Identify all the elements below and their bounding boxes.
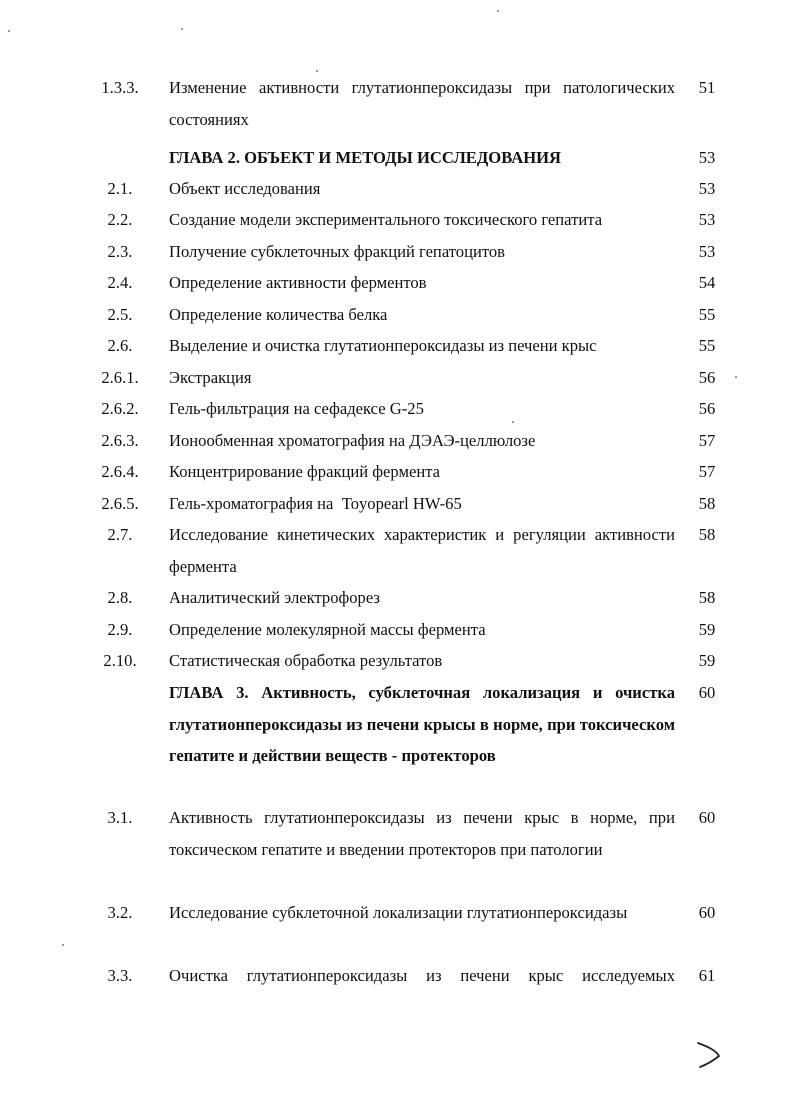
entry-page: 60 [698, 683, 716, 702]
entry-title: Экстракция [169, 368, 252, 387]
entry-page: 57 [698, 431, 716, 450]
entry-page: 58 [698, 525, 716, 544]
entry-number: 2.10. [103, 651, 137, 670]
entry-number: 3.3. [107, 966, 133, 985]
entry-number: 2.4. [107, 273, 133, 292]
entry-page: 53 [698, 148, 716, 167]
entry-title: Объект исследования [169, 179, 321, 198]
entry-page: 55 [698, 305, 716, 324]
entry-page: 61 [698, 966, 716, 985]
entry-title: Исследование субклеточной локализации глутатионпероксидазы [169, 903, 628, 922]
entry-page: 60 [698, 903, 716, 922]
entry-number: 2.6.2. [101, 399, 139, 418]
entry-number: 2.6.1. [101, 368, 139, 387]
entry-page: 58 [698, 588, 716, 607]
entry-page: 56 [698, 368, 716, 387]
entry-title: Аналитический электрофорез [169, 588, 380, 607]
entry-page: 51 [698, 78, 716, 97]
scan-speck [512, 421, 514, 423]
scan-speck [497, 10, 499, 12]
handwritten-mark-icon [694, 1038, 724, 1072]
chapter-heading: ГЛАВА 3. Активность, субклеточная локализация и очистка глутатионпероксидазы из печени крысы в норме, при токсическом гепатите и действии веществ - протекторов [169, 683, 675, 765]
entry-title: Гель-хроматография на Toyopearl HW-65 [169, 494, 462, 513]
entry-title: Исследование кинетических характеристик и регуляции активности фермента [169, 525, 675, 576]
entry-number: 1.3.3. [101, 78, 139, 97]
entry-title: Изменение активности глутатионпероксидазы при патологических состояниях [169, 78, 675, 129]
entry-page: 60 [698, 808, 716, 827]
entry-title: Определение количества белка [169, 305, 388, 324]
entry-number: 2.3. [107, 242, 133, 261]
entry-title: Активность глутатионпероксидазы из печени крыс в норме, при токсическом гепатите и введении протекторов при патологии [169, 808, 675, 859]
scan-speck [62, 944, 64, 946]
entry-title: Статистическая обработка результатов [169, 651, 443, 670]
entry-number: 2.9. [107, 620, 133, 639]
entry-title: Определение активности ферментов [169, 273, 427, 292]
entry-page: 54 [698, 273, 716, 292]
entry-page: 53 [698, 242, 716, 261]
entry-number: 2.8. [107, 588, 133, 607]
entry-page: 53 [698, 210, 716, 229]
entry-page: 55 [698, 336, 716, 355]
entry-page: 59 [698, 620, 716, 639]
entry-title: Концентрирование фракций фермента [169, 462, 441, 481]
entry-title: Определение молекулярной массы фермента [169, 620, 486, 639]
entry-number: 2.6.5. [101, 494, 139, 513]
chapter-heading: ГЛАВА 2. ОБЪЕКТ И МЕТОДЫ ИССЛЕДОВАНИЯ [169, 148, 562, 167]
entry-page: 57 [698, 462, 716, 481]
scan-speck [735, 376, 737, 378]
entry-page: 59 [698, 651, 716, 670]
entry-number: 2.7. [107, 525, 133, 544]
entry-number: 2.1. [107, 179, 133, 198]
entry-number: 2.6.4. [101, 462, 139, 481]
entry-title: Выделение и очистка глутатионпероксидазы из печени крыс [169, 336, 597, 355]
entry-page: 56 [698, 399, 716, 418]
entry-number: 2.6.3. [101, 431, 139, 450]
entry-number: 2.2. [107, 210, 133, 229]
scan-speck [181, 28, 183, 30]
entry-title: Создание модели экспериментального токсического гепатита [169, 210, 603, 229]
entry-number: 2.5. [107, 305, 133, 324]
entry-page: 58 [698, 494, 716, 513]
scan-speck [8, 30, 10, 32]
scan-speck [316, 70, 318, 72]
entry-title: Ионообменная хроматография на ДЭАЭ-целлюлозе [169, 431, 536, 450]
entry-title: Очистка глутатионпероксидазы из печени крыс исследуемых [169, 966, 675, 985]
entry-number: 2.6. [107, 336, 133, 355]
entry-number: 3.1. [107, 808, 133, 827]
entry-title: Гель-фильтрация на сефадексе G-25 [169, 399, 424, 418]
entry-title: Получение субклеточных фракций гепатоцитов [169, 242, 506, 261]
entry-page: 53 [698, 179, 716, 198]
entry-number: 3.2. [107, 903, 133, 922]
